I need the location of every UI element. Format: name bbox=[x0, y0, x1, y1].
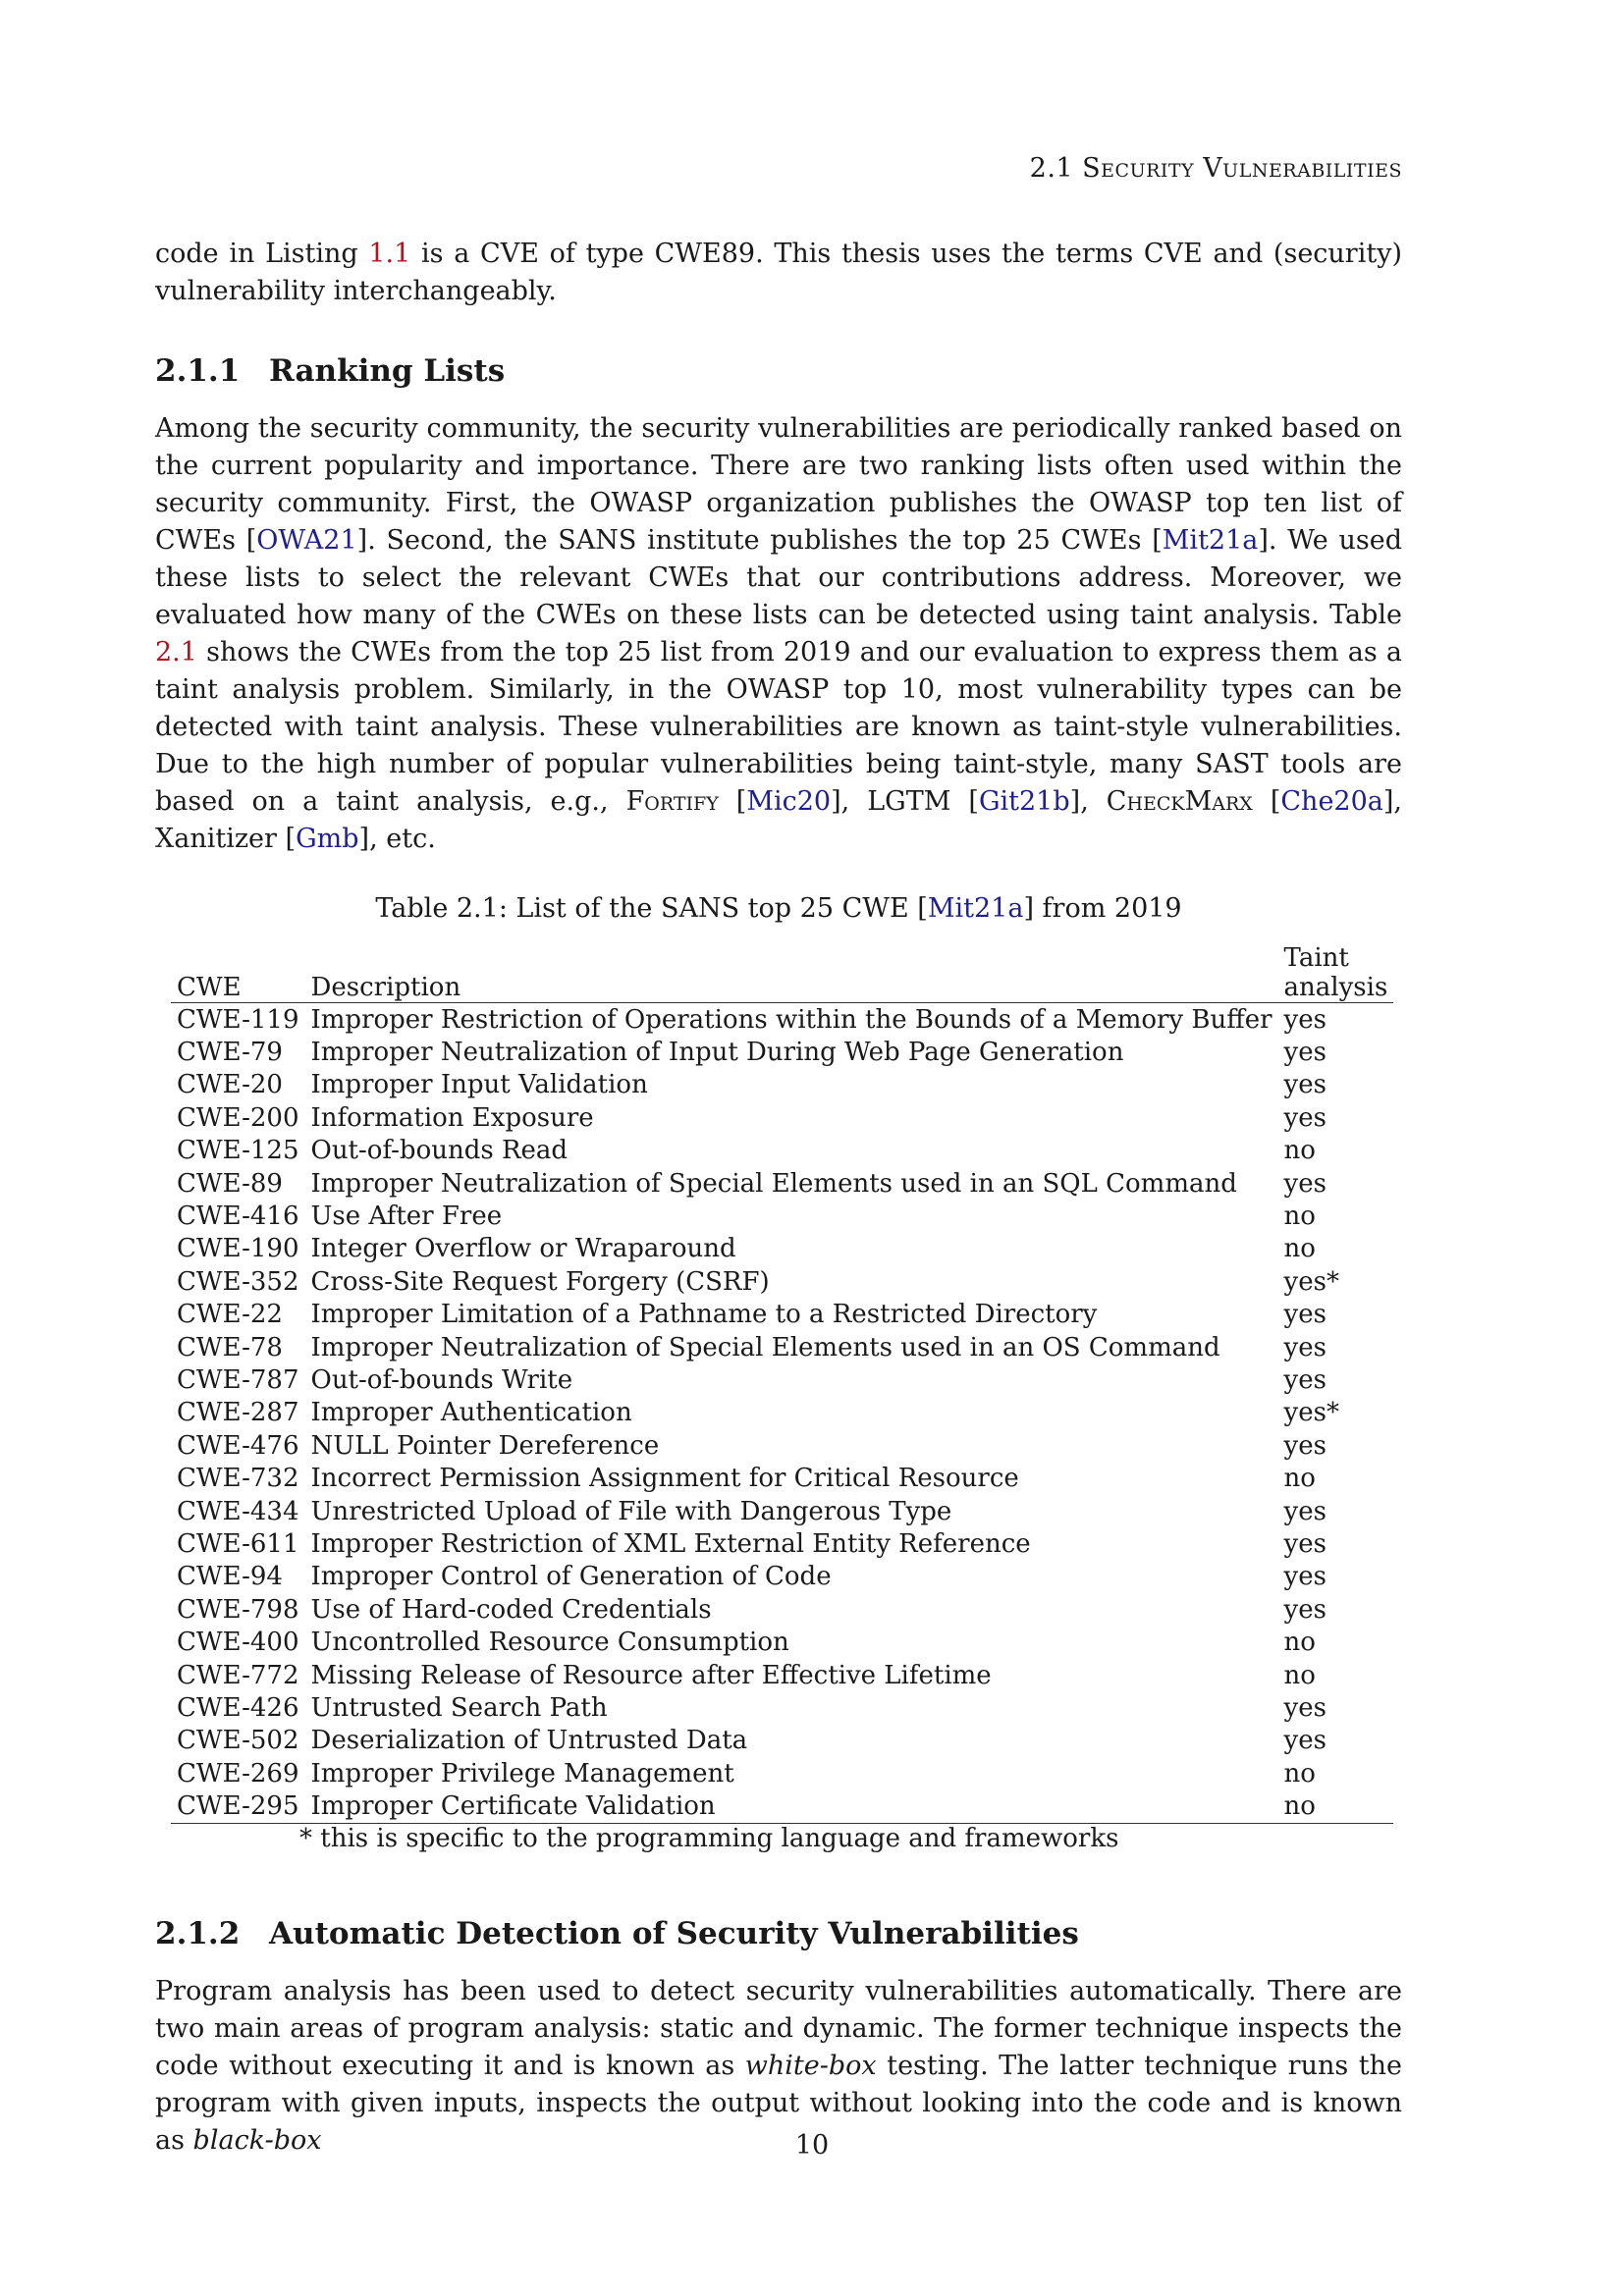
description-cell: Improper Neutralization of Special Elements used in an OS Command bbox=[310, 1332, 1220, 1362]
cwe-id-cell: CWE-611 bbox=[177, 1528, 299, 1559]
cwe-id-cell: CWE-200 bbox=[177, 1102, 299, 1133]
taint-analysis-cell: yes bbox=[1283, 1004, 1326, 1035]
table-row bbox=[171, 1527, 1393, 1560]
description-cell: Improper Neutralization of Input During Web Page Generation bbox=[310, 1038, 1124, 1068]
description-cell: Incorrect Permission Assignment for Critical Resource bbox=[310, 1464, 1019, 1494]
cwe-id-cell: CWE-22 bbox=[177, 1300, 283, 1330]
cwe-id-cell: CWE-125 bbox=[177, 1136, 299, 1166]
description-cell: Untrusted Search Path bbox=[310, 1692, 608, 1723]
table-row bbox=[171, 1363, 1393, 1396]
cwe-id-cell: CWE-89 bbox=[177, 1168, 283, 1199]
table-row bbox=[171, 1200, 1393, 1232]
description-cell: Use After Free bbox=[310, 1201, 503, 1232]
cwe-id-cell: CWE-78 bbox=[177, 1332, 283, 1362]
description-cell: Integer Overflow or Wraparound bbox=[310, 1234, 736, 1264]
table-row bbox=[171, 1397, 1393, 1429]
description-cell: Use of Hard-coded Credentials bbox=[310, 1594, 712, 1625]
taint-analysis-cell: yes bbox=[1283, 1038, 1326, 1068]
table-footnote: * this is specific to the programming language and frameworks bbox=[299, 1823, 1119, 1853]
description-cell: Improper Input Validation bbox=[310, 1070, 648, 1100]
cwe-id-cell: CWE-269 bbox=[177, 1758, 299, 1789]
cwe-id-cell: CWE-20 bbox=[177, 1070, 283, 1100]
taint-analysis-cell: no bbox=[1283, 1660, 1316, 1690]
cwe-id-cell: CWE-119 bbox=[177, 1004, 299, 1035]
taint-analysis-cell: yes bbox=[1283, 1332, 1326, 1362]
cwe-id-cell: CWE-416 bbox=[177, 1201, 299, 1232]
taint-analysis-cell: no bbox=[1283, 1791, 1316, 1822]
description-cell: Missing Release of Resource after Effective Lifetime bbox=[310, 1660, 992, 1690]
section-heading-automatic-detection: 2.1.2 Automatic Detection of Security Vulnerabilities bbox=[155, 1915, 1079, 1951]
taint-analysis-cell: no bbox=[1283, 1136, 1316, 1166]
table-row bbox=[171, 1135, 1393, 1167]
description-cell: Cross-Site Request Forgery (CSRF) bbox=[310, 1266, 770, 1297]
cwe-id-cell: CWE-732 bbox=[177, 1464, 299, 1494]
citation-link[interactable]: Git21b bbox=[978, 786, 1070, 817]
intro-paragraph: code in Listing 1.1 is a CVE of type CWE89. This thesis uses the terms CVE and (security) vulnerability interchangeably. bbox=[155, 239, 1402, 306]
cwe-id-cell: CWE-400 bbox=[177, 1628, 299, 1658]
taint-analysis-cell: no bbox=[1283, 1628, 1316, 1658]
table-row bbox=[171, 1069, 1393, 1101]
citation-link[interactable]: OWA21 bbox=[256, 525, 357, 556]
citation-link[interactable]: Mit21a bbox=[927, 893, 1024, 924]
description-cell: Improper Restriction of XML External Entity Reference bbox=[310, 1528, 1031, 1559]
table-ref-link[interactable]: 2.1 bbox=[155, 637, 197, 667]
table-caption: Table 2.1: List of the SANS top 25 CWE [Mit21a] from 2019 bbox=[375, 893, 1182, 924]
taint-analysis-cell: yes bbox=[1283, 1726, 1326, 1756]
table-row bbox=[171, 1789, 1393, 1823]
table-row bbox=[171, 1331, 1393, 1363]
description-cell: Information Exposure bbox=[310, 1102, 594, 1133]
page-content bbox=[155, 147, 1402, 2160]
citation-link[interactable]: Mic20 bbox=[746, 786, 832, 817]
taint-analysis-cell: yes bbox=[1283, 1496, 1326, 1526]
ranking-lists-paragraph: Among the security community, the security vulnerabilities are periodically ranked based on the current popularity and importance. There are two ranking lists often used within the security community. First, the OWASP organization publishes the OWASP top ten list of CWEs [OWA21]. Second, the SANS institute publishes the top 25 CWEs [Mit21a]. We used these lists to select the relevant CWEs that our contributions address. Moreover, we evaluated how many of the CWEs on these lists can be detected using taint analysis. Table 2.1 shows the CWEs from the top 25 list from 2019 and our evaluation to express them as a taint analysis problem. Similarly, in the OWASP top 10, most vulnerability types can be detected with taint analysis. These vulnerabilities are known as taint-style vulnerabilities. Due to the high number of popular vulnerabilities being taint-style, many SAST tools are based on a taint analysis, e.g., Fortify [Mic20], LGTM [Git21b], CheckMarx [Che20a], Xanitizer [Gmb], etc. bbox=[155, 413, 1402, 854]
description-cell: Improper Authentication bbox=[310, 1398, 632, 1428]
description-cell: Unrestricted Upload of File with Dangerous Type bbox=[310, 1496, 952, 1526]
description-cell: NULL Pointer Dereference bbox=[310, 1430, 660, 1461]
table-header-row bbox=[171, 943, 1393, 1003]
taint-analysis-cell: yes bbox=[1283, 1168, 1326, 1199]
taint-analysis-cell: yes bbox=[1283, 1102, 1326, 1133]
citation-link[interactable]: Gmb bbox=[296, 824, 359, 854]
table-row bbox=[171, 1036, 1393, 1068]
cwe-id-cell: CWE-352 bbox=[177, 1266, 299, 1297]
description-cell: Uncontrolled Resource Consumption bbox=[310, 1628, 789, 1658]
table-row bbox=[171, 1495, 1393, 1527]
description-cell: Improper Privilege Management bbox=[310, 1758, 734, 1789]
column-header: Taint analysis bbox=[1283, 943, 1388, 1002]
taint-analysis-cell: yes bbox=[1283, 1692, 1326, 1723]
table-row bbox=[171, 1691, 1393, 1724]
taint-analysis-cell: no bbox=[1283, 1464, 1316, 1494]
taint-analysis-cell: no bbox=[1283, 1201, 1316, 1232]
taint-analysis-cell: yes bbox=[1283, 1594, 1326, 1625]
taint-analysis-cell: yes bbox=[1283, 1528, 1326, 1559]
column-header: CWE bbox=[177, 973, 242, 1002]
taint-analysis-cell: yes bbox=[1283, 1070, 1326, 1100]
page-number: 10 bbox=[794, 2130, 830, 2161]
table-row bbox=[171, 1003, 1393, 1037]
cwe-id-cell: CWE-772 bbox=[177, 1660, 299, 1690]
description-cell: Improper Control of Generation of Code bbox=[310, 1562, 832, 1592]
table-row bbox=[171, 1101, 1393, 1134]
table-row bbox=[171, 1429, 1393, 1462]
cwe-id-cell: CWE-426 bbox=[177, 1692, 299, 1723]
citation-link[interactable]: Che20a bbox=[1280, 786, 1383, 817]
section-heading-ranking-lists: 2.1.1 Ranking Lists bbox=[155, 353, 506, 389]
listing-ref-link[interactable]: 1.1 bbox=[368, 239, 411, 269]
taint-analysis-cell: yes* bbox=[1283, 1398, 1339, 1428]
description-cell: Improper Neutralization of Special Elements used in an SQL Command bbox=[310, 1168, 1237, 1199]
description-cell: Out-of-bounds Read bbox=[310, 1136, 568, 1166]
description-cell: Improper Limitation of a Pathname to a Restricted Directory bbox=[310, 1300, 1098, 1330]
cwe-id-cell: CWE-502 bbox=[177, 1726, 299, 1756]
table-row bbox=[171, 1659, 1393, 1691]
taint-analysis-cell: yes* bbox=[1283, 1266, 1339, 1297]
table-row bbox=[171, 1593, 1393, 1626]
table-row bbox=[171, 1462, 1393, 1494]
taint-analysis-cell: yes bbox=[1283, 1364, 1326, 1395]
cwe-id-cell: CWE-787 bbox=[177, 1364, 299, 1395]
description-cell: Improper Certificate Validation bbox=[310, 1791, 716, 1822]
column-header: Description bbox=[310, 973, 461, 1002]
cwe-id-cell: CWE-476 bbox=[177, 1430, 299, 1461]
description-cell: Deserialization of Untrusted Data bbox=[310, 1726, 748, 1756]
taint-analysis-cell: yes bbox=[1283, 1300, 1326, 1330]
table-row bbox=[171, 1299, 1393, 1331]
table-row bbox=[171, 1626, 1393, 1658]
description-cell: Improper Restriction of Operations within the Bounds of a Memory Buffer bbox=[310, 1004, 1272, 1035]
citation-link[interactable]: Mit21a bbox=[1162, 525, 1259, 556]
cwe-id-cell: CWE-434 bbox=[177, 1496, 299, 1526]
table-row bbox=[171, 1233, 1393, 1265]
description-cell: Out-of-bounds Write bbox=[310, 1364, 573, 1395]
cwe-id-cell: CWE-94 bbox=[177, 1562, 283, 1592]
table-row bbox=[171, 1725, 1393, 1757]
taint-analysis-cell: yes bbox=[1283, 1562, 1326, 1592]
cwe-id-cell: CWE-287 bbox=[177, 1398, 299, 1428]
taint-analysis-cell: yes bbox=[1283, 1430, 1326, 1461]
table-row bbox=[171, 1167, 1393, 1200]
table-row bbox=[171, 1757, 1393, 1789]
table-row bbox=[171, 1265, 1393, 1298]
cwe-id-cell: CWE-190 bbox=[177, 1234, 299, 1264]
taint-analysis-cell: no bbox=[1283, 1758, 1316, 1789]
cwe-table bbox=[171, 943, 1393, 1824]
cwe-id-cell: CWE-295 bbox=[177, 1791, 299, 1822]
cwe-id-cell: CWE-798 bbox=[177, 1594, 299, 1625]
cwe-id-cell: CWE-79 bbox=[177, 1038, 283, 1068]
automatic-detection-paragraph: Program analysis has been used to detect security vulnerabilities automatically. There are two main areas of program analysis: static and dynamic. The former technique inspects the code without executing it and is known as white-box testing. The latter technique runs the program with given inputs, inspects the output without looking into the code and is known as black-box bbox=[155, 1975, 1403, 2156]
running-head: 2.1 Security Vulnerabilities bbox=[1029, 153, 1402, 184]
taint-analysis-cell: no bbox=[1283, 1234, 1316, 1264]
table-row bbox=[171, 1561, 1393, 1593]
